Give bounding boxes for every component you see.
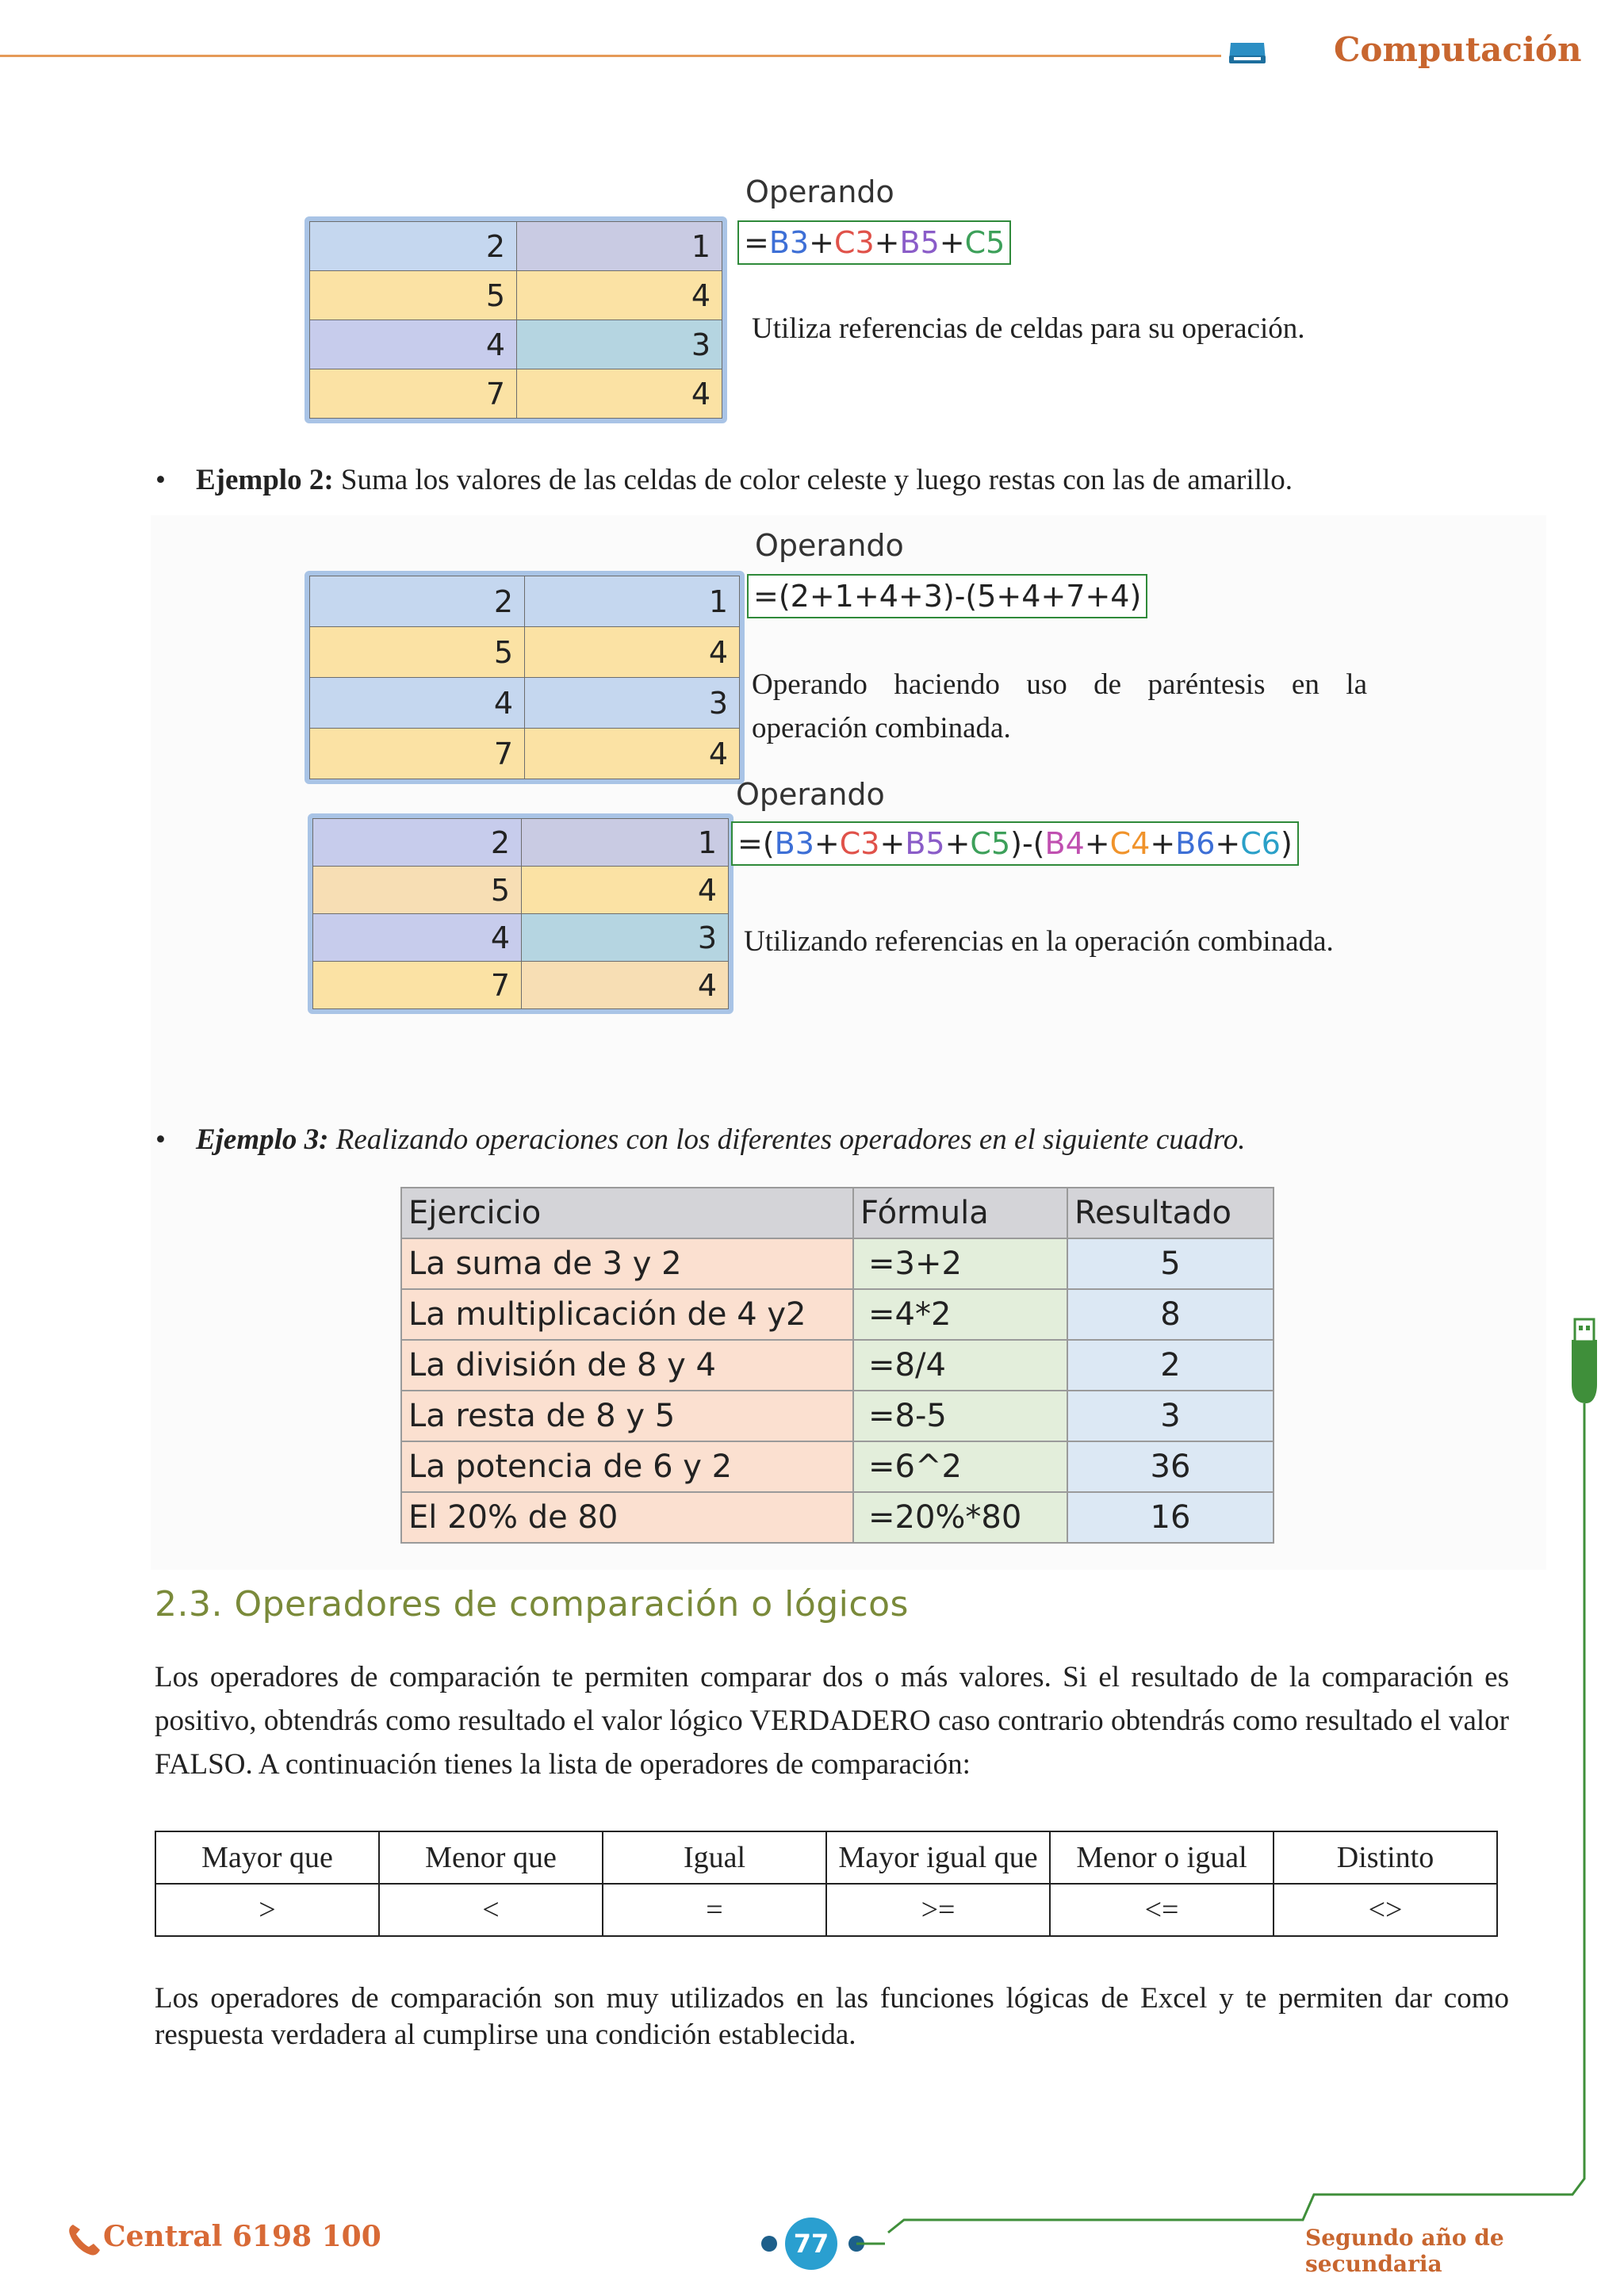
table-header-row [401, 1188, 1274, 1238]
column-header: Fórmula [853, 1188, 1067, 1238]
cell: 7 [310, 369, 517, 419]
cell: 5 [310, 271, 517, 320]
example2-caption-a: Operando haciendo uso de paréntesis en la operación combinada. [752, 668, 1367, 744]
cell: 2 [313, 819, 522, 867]
column-header: Mayor que [155, 1831, 379, 1884]
cell: 4 [522, 867, 729, 914]
cell: 4 [525, 627, 740, 678]
cell: 3 [517, 320, 722, 369]
cell: 2 [310, 222, 517, 271]
cell: =20%*80 [853, 1492, 1067, 1543]
phone-icon [67, 2221, 102, 2256]
cell: 16 [1067, 1492, 1274, 1543]
cell: 1 [525, 576, 740, 627]
cell: 8 [1067, 1289, 1274, 1340]
cell: La potencia de 6 y 2 [401, 1441, 853, 1492]
column-header: Mayor igual que [826, 1831, 1050, 1884]
column-header: Distinto [1274, 1831, 1497, 1884]
example2-caption-b: Utilizando referencias en la operación combinada. [744, 925, 1334, 958]
cell: La resta de 8 y 5 [401, 1391, 853, 1441]
operando-label: Operando [755, 528, 904, 563]
cell: =6^2 [853, 1441, 1067, 1492]
usb-plug-icon [856, 1308, 1602, 2291]
cell: 4 [517, 369, 722, 419]
cell: 5 [1067, 1238, 1274, 1289]
cell: 4 [310, 678, 525, 729]
example1-grid [304, 216, 727, 423]
cell: 3 [525, 678, 740, 729]
cell: 7 [313, 962, 522, 1009]
usb-drive-icon [1228, 36, 1267, 67]
header-rule [0, 55, 1221, 57]
operando-label: Operando [736, 777, 885, 812]
cell: 5 [313, 867, 522, 914]
cell: <> [1274, 1884, 1497, 1936]
example2-grid-values [304, 571, 745, 784]
section-intro: Los operadores de comparación te permiten comparar dos o más valores. Si el resultado de la comparación es positivo, obtendrás como resultado el valor lógico VERDADERO caso contrario obtendrás como resultado el valor FALSO. A continuación tienes la lista de operadores de comparación: [155, 1661, 1509, 1781]
section-outro: Los operadores de comparación son muy utilizados en las funciones lógicas de Excel y te permiten dar como respuesta verdadera al cumplirse una condición establecida. [155, 1982, 1509, 2051]
cell: < [379, 1884, 603, 1936]
cell: = [603, 1884, 826, 1936]
cell: <= [1050, 1884, 1274, 1936]
cell: 4 [313, 914, 522, 962]
cell: 36 [1067, 1441, 1274, 1492]
footer-grade: Segundo año de secundaria [1305, 2225, 1504, 2277]
cell: 1 [522, 819, 729, 867]
cell: > [155, 1884, 379, 1936]
cell: =8-5 [853, 1391, 1067, 1441]
column-header: Menor que [379, 1831, 603, 1884]
column-header: Resultado [1067, 1188, 1274, 1238]
bullet-example-2: • Ejemplo 2: Suma los valores de las celdas de color celeste y luego restas con las de amarillo. [155, 464, 1293, 496]
cell: 2 [1067, 1340, 1274, 1391]
formula-bar: =B3+C3+B5+C5 [737, 220, 1011, 265]
cell: =4*2 [853, 1289, 1067, 1340]
example2-grid-references [308, 813, 733, 1014]
table-row [401, 1238, 1274, 1289]
bullet-example-3: • Ejemplo 3: Realizando operaciones con los diferentes operadores en el siguiente cuadro. [155, 1123, 1246, 1156]
cell: La multiplicación de 4 y2 [401, 1289, 853, 1340]
cell: 3 [522, 914, 729, 962]
cell: 4 [522, 962, 729, 1009]
cell: 7 [310, 729, 525, 779]
cell: =8/4 [853, 1340, 1067, 1391]
cell: >= [826, 1884, 1050, 1936]
footer-phone: Central 6198 100 [103, 2220, 381, 2253]
section-title: 2.3. Operadores de comparación o lógicos [155, 1584, 909, 1624]
example1-caption: Utiliza referencias de celdas para su operación. [752, 312, 1305, 345]
cell: 3 [1067, 1391, 1274, 1441]
operando-label: Operando [745, 174, 894, 209]
cell: La suma de 3 y 2 [401, 1238, 853, 1289]
cell: 1 [517, 222, 722, 271]
cell: 4 [310, 320, 517, 369]
cell: 5 [310, 627, 525, 678]
column-header: Igual [603, 1831, 826, 1884]
cell: 4 [525, 729, 740, 779]
cell: 2 [310, 576, 525, 627]
header-title: Computación [1334, 30, 1582, 69]
cell: =3+2 [853, 1238, 1067, 1289]
column-header: Ejercicio [401, 1188, 853, 1238]
formula-bar: =(2+1+4+3)-(5+4+7+4) [747, 574, 1147, 618]
column-header: Menor o igual [1050, 1831, 1274, 1884]
cell: La división de 8 y 4 [401, 1340, 853, 1391]
page-number: 77 [785, 2218, 837, 2270]
cell: El 20% de 80 [401, 1492, 853, 1543]
formula-bar: =(B3+C3+B5+C5)-(B4+C4+B6+C6) [731, 821, 1299, 866]
cell: 4 [517, 271, 722, 320]
